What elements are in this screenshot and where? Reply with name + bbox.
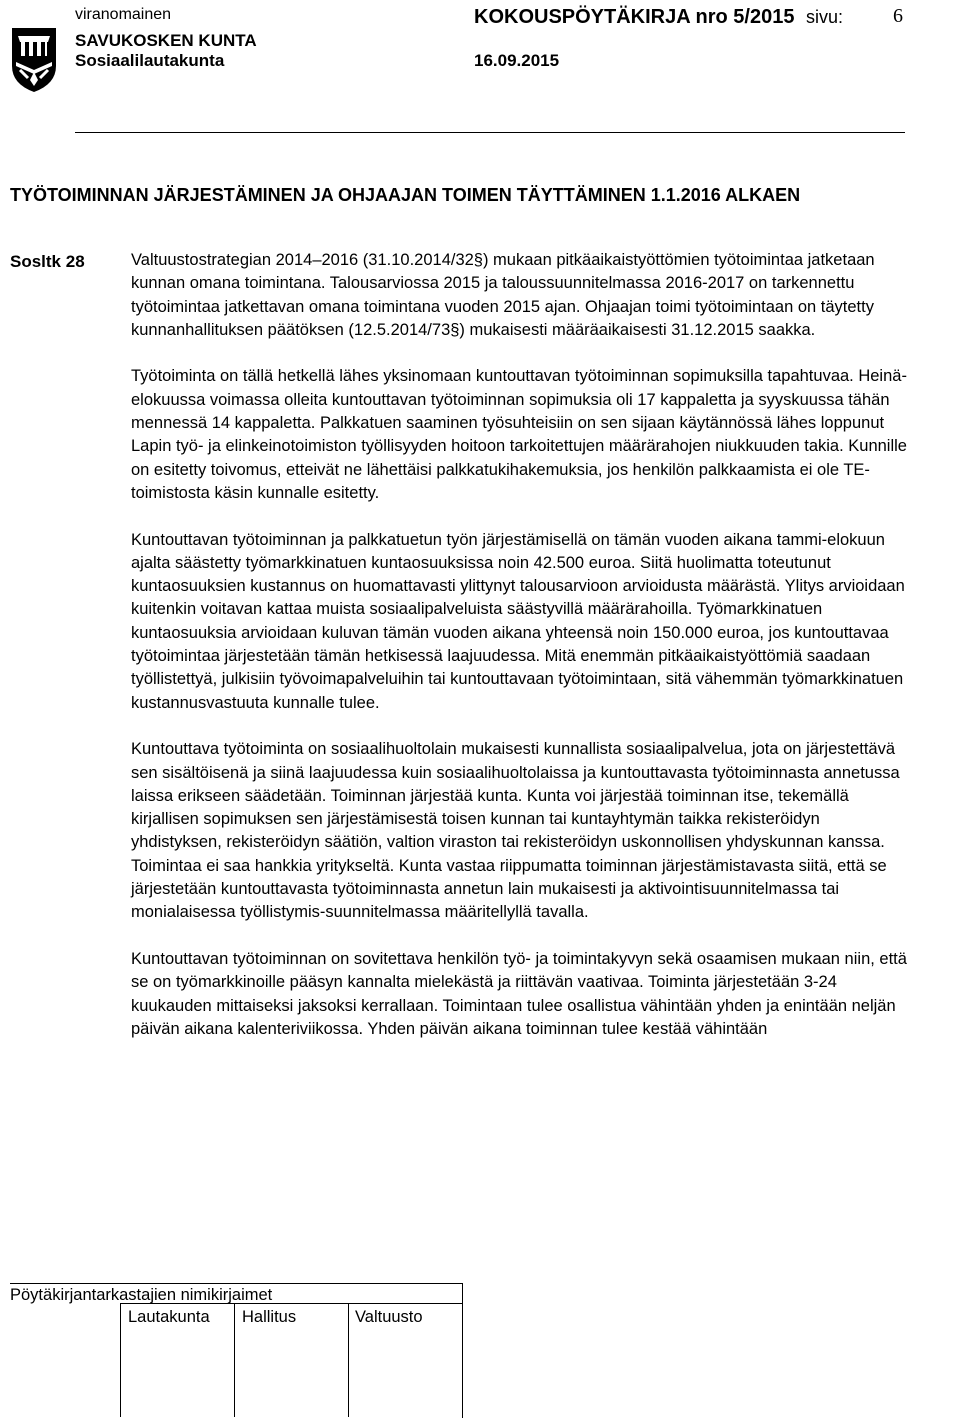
signature-col-hallitus: Hallitus	[242, 1308, 297, 1326]
page-label: sivu:	[806, 7, 844, 27]
section-label: Sosltk 28	[10, 252, 85, 271]
paragraph: Kuntouttavan työtoiminnan ja palkkatuetun työn järjestämisellä on tämän vuoden aikana tammi-elokuun ajalta säästetty työmarkkinatuen kuntaosuuksissa noin 42.500 euroa. Siitä huolimatta toteutunut kuntaosuuksien kustannus on huomattavasti ylittynyt talousarvioon arvioidusta määrästä. Ylitys arvioidaan kuitenkin voitavan kattaa muista sosiaalipalveluista säästyvillä määrärahoilla. Työmarkkinatuen kuntaosuuksia arvioidaan kuluvan tämän vuoden aikana yhteensä noin 150.000 euroa, jos kuntouttavaa työtoimintaa järjestetään tämän hetkisessä laajuudessa. Mitä enemmän pitkäaikaistyöttömiä saadaan työllistettyä, julkisiin työvoimapalveluihin tai kuntouttavaan työtoimintaan, sitä vähemmän työmarkkinatuen kustannusvastuuta kunnalle tulee.	[131, 530, 905, 712]
signature-col-lautakunta: Lautakunta	[128, 1308, 210, 1326]
paragraph: Työtoiminta on tällä hetkellä lähes yksinomaan kuntouttavan työtoiminnan sopimuksilla tapahtuvaa. Heinä-elokuussa voimassa olleita kuntouttavan työtoiminnan sopimuksia oli 17 kappaletta ja syyskuussa tähän mennessä 14 kappaletta. Palkkatuen saaminen työsuhteisiin on sen sijaan käytännössä lähes loppunut Lapin työ- ja elinkeinotoimiston työllisyyden hoitoon tarkoitettujen määrärahojen niukkuuden takia. Kunnille on esitetty toivomus, etteivät ne lähettäisi palkkatukihakemuksia, jos henkilön palkkaamista ei ole TE-toimistosta käsin kunnalle esitetty.	[131, 367, 907, 502]
signature-col-separator	[120, 1303, 121, 1417]
header-divider	[75, 132, 905, 133]
signature-col-valtuusto: Valtuusto	[355, 1308, 423, 1326]
paragraph: Kuntouttavan työtoiminnan on sovitettava henkilön työ- ja toimintakyvyn sekä osaamisen mukaan niin, että se on työmarkkinoille pääsyn kannalta mielekästä ja riittävän vaativaa. Toiminta järjestetään 3-24 kuukauden mittaiseksi jaksoksi kerrallaan. Toimintaan tulee osallistua vähintään yhden ja enintään neljän päivän aikana kalenteriviikossa. Yhden päivän aikana toiminnan tulee kestää vähintään	[131, 949, 907, 1038]
meeting-date: 16.09.2015	[474, 51, 560, 70]
signature-box-divider	[120, 1303, 462, 1304]
doc-title: KOKOUSPÖYTÄKIRJA nro 5/2015	[474, 6, 795, 28]
coat-of-arms-logo	[10, 26, 58, 94]
page-number: 6	[893, 5, 903, 27]
paragraph: Kuntouttava työtoiminta on sosiaalihuoltolain mukaisesti kunnallista sosiaalipalvelua, jota on järjestettävä sen sisältöisenä ja siinä laajuudessa kuin sosiaalihuoltolaissa ja kuntouttavasta työtoiminnasta annetussa laissa erikseen säädetään. Toiminnan järjestää kunta. Kunta voi järjestää toiminnan itse, tekemällä kirjallisen sopimuksen sen järjestämisestä toisen kunnan tai kuntayhtymän taikka rekisteröidyn yhdistyksen, rekisteröidyn säätiön, valtion viraston tai rekisteröidyn uskonnollisen yhdyskunnan kanssa. Toimintaa ei saa hankkia yritykseltä. Kunta vastaa riippumatta toiminnan järjestämistavasta siitä, että se järjestetään kuntouttavasta työtoiminnasta annetun lain mukaisesti ja aktivointisuunnitelmassa tai monialaisessa työllistymis-suunnitelmassa määritellyllä tavalla.	[131, 740, 900, 922]
department: Sosiaalilautakunta	[75, 51, 225, 70]
header-top-left: viranomainen	[75, 6, 172, 23]
section-body	[131, 249, 911, 1064]
signature-box-title: Pöytäkirjantarkastajien nimikirjaimet	[10, 1286, 273, 1304]
section-title: TYÖTOIMINNAN JÄRJESTÄMINEN JA OHJAAJAN TOIMEN TÄYTTÄMINEN 1.1.2016 ALKAEN	[10, 185, 801, 205]
signature-col-separator	[234, 1303, 235, 1417]
org-name: SAVUKOSKEN KUNTA	[75, 31, 257, 50]
paragraph: Valtuustostrategian 2014–2016 (31.10.2014/32§) mukaan pitkäaikaistyöttömien työtoimintaa jatketaan kunnan omana toimintana. Talousarviossa 2015 ja taloussuunnitelmassa 2016-2017 on tarkennettu työtoimintaa jatkettavan omana toimintana vuoden 2015 ajan. Ohjaajan toimi työtoimintaan on täytetty kunnanhallituksen päätöksen (12.5.2014/73§) mukaisesti määräaikaisesti 31.12.2015 saakka.	[131, 251, 875, 339]
signature-col-separator	[348, 1303, 349, 1417]
